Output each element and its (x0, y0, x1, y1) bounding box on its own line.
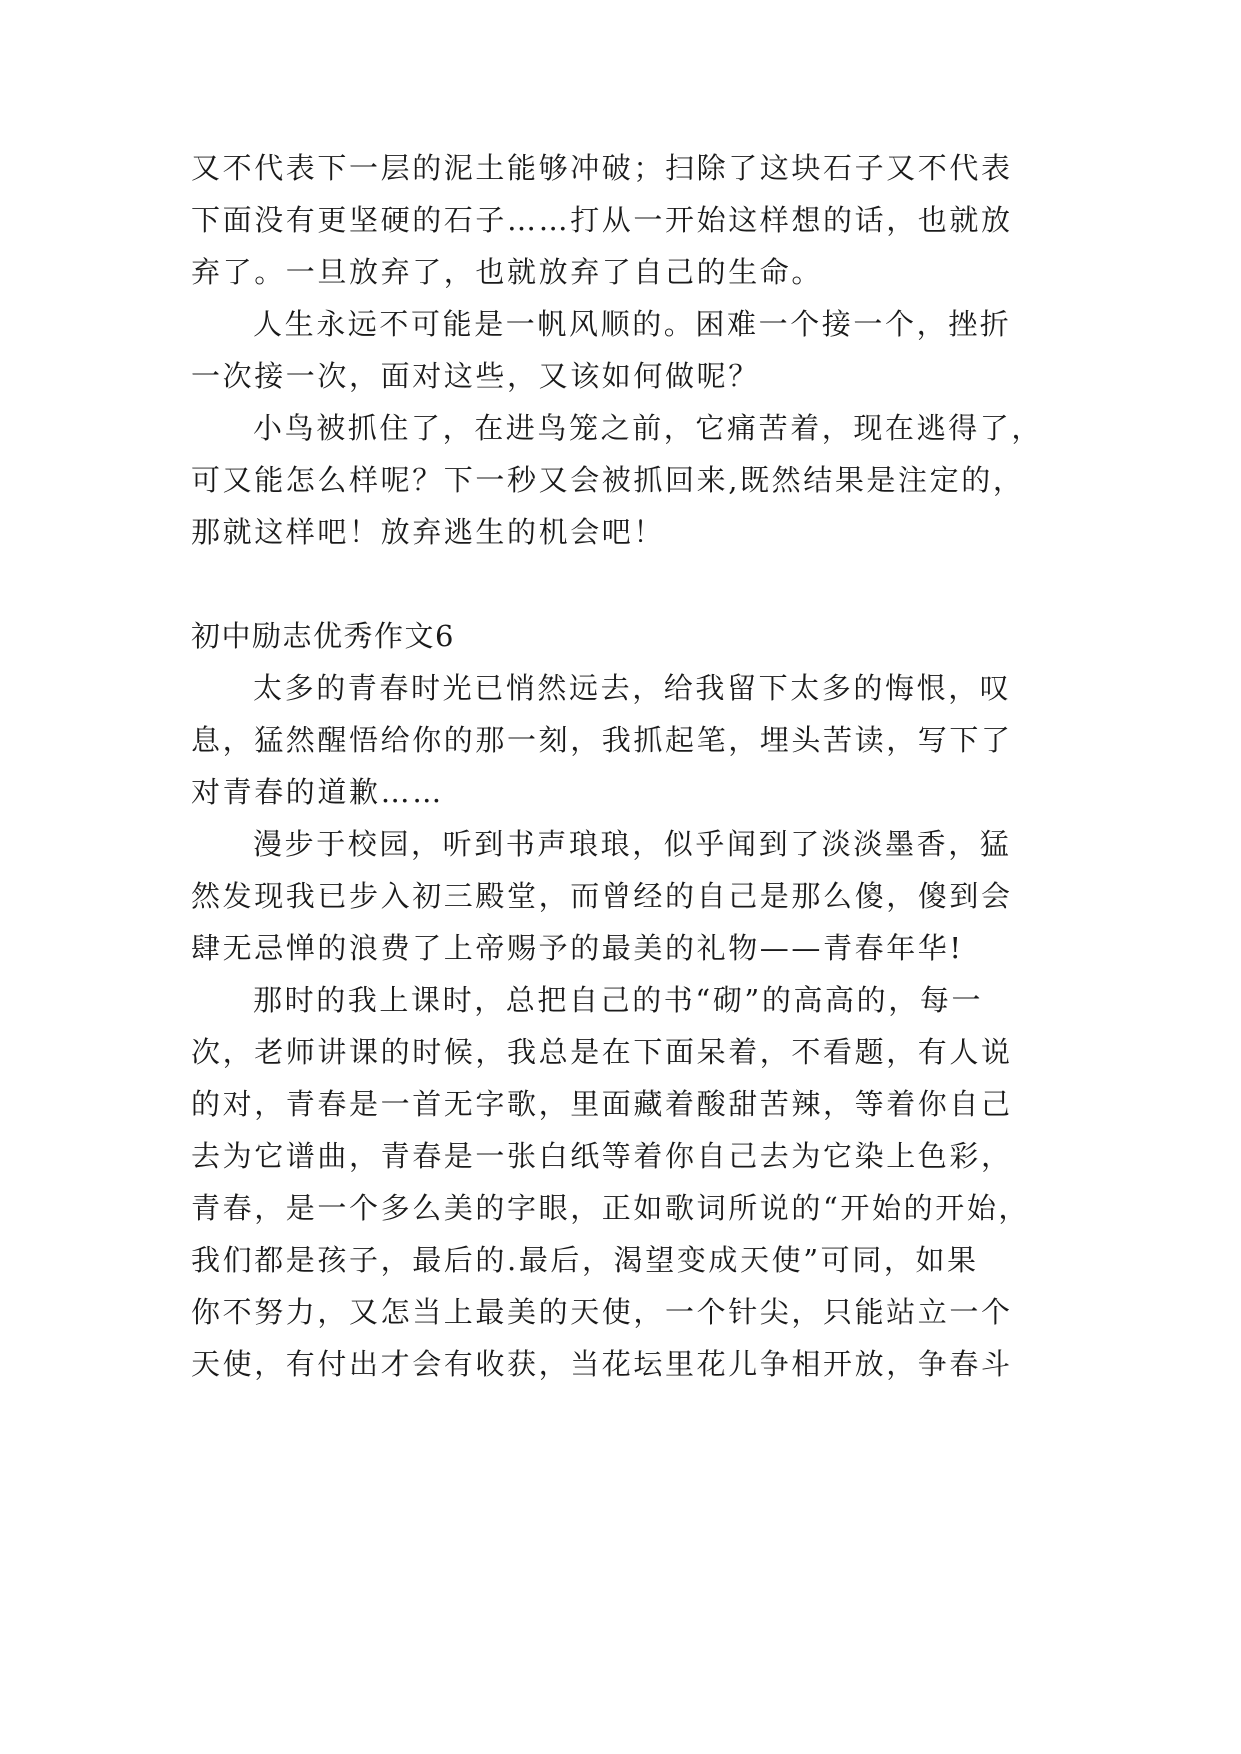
paragraph-6-line-2: 次，老师讲课的时候，我总是在下面呆着，不看题，有人说 (191, 1035, 1013, 1069)
paragraph-2-line-1: 人生永远不可能是一帆风顺的。困难一个接一个，挫折 (253, 307, 1012, 341)
paragraph-5-line-2: 然发现我已步入初三殿堂，而曾经的自己是那么傻，傻到会 (191, 879, 1013, 913)
paragraph-1-line-1: 又不代表下一层的泥土能够冲破；扫除了这块石子又不代表 (191, 151, 1013, 185)
paragraph-1-line-2: 下面没有更坚硬的石子……打从一开始这样想的话，也就放 (191, 203, 1013, 237)
paragraph-3-line-3: 那就这样吧！放弃逃生的机会吧！ (191, 515, 666, 549)
paragraph-4-line-3: 对青春的道歉…… (191, 775, 444, 809)
essay-heading: 初中励志优秀作文6 (191, 619, 455, 653)
paragraph-1-line-3: 弃了。一旦放弃了，也就放弃了自己的生命。 (191, 255, 824, 289)
paragraph-6-line-3: 的对，青春是一首无字歌，里面藏着酸甜苦辣，等着你自己 (191, 1087, 1013, 1121)
paragraph-4-line-1: 太多的青春时光已悄然远去，给我留下太多的悔恨，叹 (253, 671, 1012, 705)
paragraph-6-line-8: 天使，有付出才会有收获，当花坛里花儿争相开放，争春斗 (191, 1347, 1013, 1381)
paragraph-6-line-5: 青春，是一个多么美的字眼，正如歌词所说的“开始的开始， (191, 1191, 1031, 1225)
paragraph-5-line-1: 漫步于校园，听到书声琅琅，似乎闻到了淡淡墨香，猛 (253, 827, 1012, 861)
paragraph-6-line-4: 去为它谱曲，青春是一张白纸等着你自己去为它染上色彩， (191, 1139, 1013, 1173)
paragraph-3-line-2: 可又能怎么样呢？下一秒又会被抓回来,既然结果是注定的， (191, 463, 1025, 497)
paragraph-6-line-7: 你不努力，又怎当上最美的天使，一个针尖，只能站立一个 (191, 1295, 1013, 1329)
paragraph-2-line-2: 一次接一次，面对这些，又该如何做呢？ (191, 359, 760, 393)
paragraph-6-line-1: 那时的我上课时，总把自己的书“砌”的高高的，每一 (253, 983, 984, 1017)
paragraph-5-line-3: 肆无忌惮的浪费了上帝赐予的最美的礼物——青春年华! (191, 931, 964, 965)
paragraph-6-line-6: 我们都是孩子，最后的.最后，渴望变成天使”可同，如果 (191, 1243, 979, 1277)
paragraph-4-line-2: 息，猛然醒悟给你的那一刻，我抓起笔，埋头苦读，写下了 (191, 723, 1013, 757)
paragraph-3-line-1: 小鸟被抓住了，在进鸟笼之前，它痛苦着，现在逃得了， (253, 411, 1044, 445)
